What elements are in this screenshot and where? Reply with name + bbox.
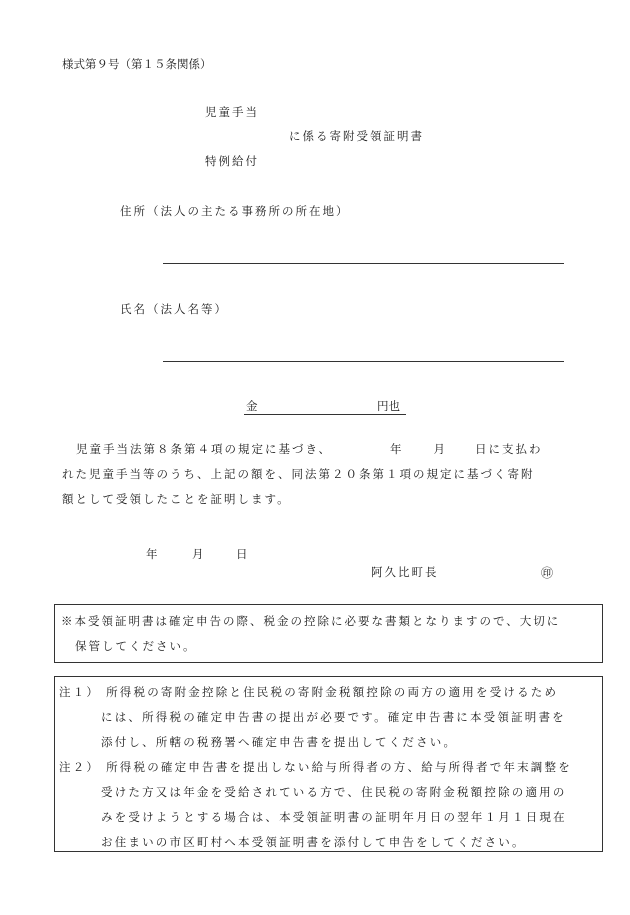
name-line[interactable] <box>163 361 564 362</box>
name-label: 氏名（法人名等） <box>120 302 228 316</box>
date-year-label: 年 <box>146 547 158 561</box>
amount-suffix: 円也 <box>377 399 400 413</box>
title-line-child-allowance: 児童手当 <box>205 105 259 119</box>
note2-line4: お住まいの市区町村へ本受領証明書を添付して申告をしてください。 <box>101 835 526 849</box>
cert-line2: れた児童手当等のうち、上記の額を、同法第２０条第１項の規定に基づく寄附 <box>62 467 535 481</box>
note1-line2: には、所得税の確定申告書の提出が必要です。確定申告書に本受領証明書を <box>101 710 566 724</box>
note2-label: 注２） <box>59 760 101 774</box>
amount-prefix: 金 <box>246 399 258 413</box>
date-day-label: 日 <box>236 547 248 561</box>
note1-line1: 所得税の寄附金控除と住民税の寄附金税額控除の両方の適用を受けるため <box>106 685 559 699</box>
notice-line2: 保管してください。 <box>75 639 197 653</box>
seal-mark: ㊞ <box>541 566 554 580</box>
form-number: 様式第９号（第１５条関係） <box>62 57 212 71</box>
note2-line1: 所得税の確定申告書を提出しない給与所得者の方、給与所得者で年末調整を <box>106 760 572 774</box>
issuer-name: 阿久比町長 <box>371 565 439 579</box>
date-month-label: 月 <box>192 547 204 561</box>
notes-box <box>54 676 603 852</box>
title-line-main: に係る寄附受領証明書 <box>289 129 424 143</box>
notice-box <box>54 604 603 663</box>
note1-line3: 添付し、所轄の税務署へ確定申告書を提出してください。 <box>101 735 458 749</box>
notice-line1: ※本受領証明書は確定申告の際、税金の控除に必要な書類となりますので、大切に <box>61 614 561 628</box>
note2-line3: みを受けようとする場合は、本受領証明書の証明年月日の翌年１月１日現在 <box>101 810 567 824</box>
cert-line1-text: 児童手当法第８条第４項の規定に基づき、 <box>76 442 333 456</box>
cert-day-text: 日に支払わ <box>475 442 543 456</box>
certification-paragraph <box>62 437 543 512</box>
note1-label: 注１） <box>59 685 101 699</box>
cert-line3: 額として受領したことを証明します。 <box>62 492 291 506</box>
address-line[interactable] <box>163 263 564 264</box>
cert-month-label: 月 <box>433 442 448 456</box>
title-line-special-benefit: 特例給付 <box>205 154 259 168</box>
cert-year-label: 年 <box>390 442 404 456</box>
address-label: 住所（法人の主たる事務所の所在地） <box>120 204 350 218</box>
note2-line2: 受けた方又は年金を受給されている方で、住民税の寄附金税額控除の適用の <box>101 785 567 799</box>
amount-underline[interactable] <box>244 414 406 415</box>
